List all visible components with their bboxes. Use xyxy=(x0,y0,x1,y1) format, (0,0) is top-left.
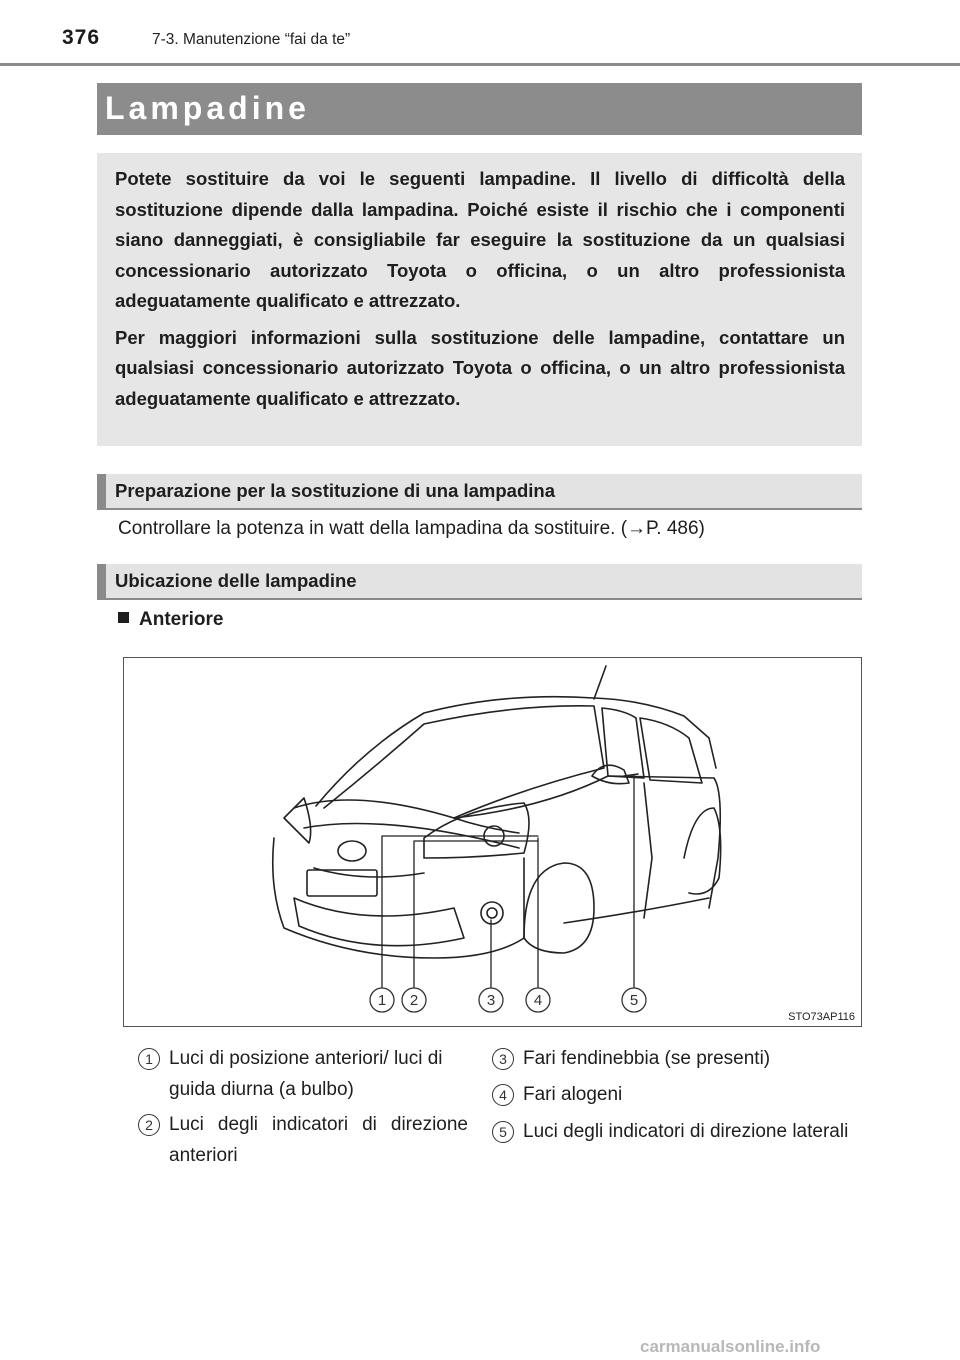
legend-text-1: Luci di posizione anteriori/ luci di guida diurna (a bulbo) xyxy=(169,1048,443,1100)
watermark: carmanualsonline.info xyxy=(640,1337,821,1356)
callout-label-5: 5 xyxy=(629,992,639,1009)
front-wheel xyxy=(524,863,594,953)
callout-line-1 xyxy=(382,836,538,988)
callout-label-3: 3 xyxy=(486,992,496,1009)
header-rule xyxy=(0,63,960,66)
legend-number-5: 5 xyxy=(492,1121,514,1143)
intro-paragraph-1: Potete sostituire da voi le seguenti lampadine. Il livello di difficoltà della sostituzione dipende dalla lampadina. Poiché esiste il rischio che i componenti siano danneggiati, è consigliabile far eseguire la sostituzione da un qualsiasi concessionario autorizzato Toyota o officina, o un altro professionista adeguatamente qualificato e attrezzato. xyxy=(115,168,845,311)
legend-number-3: 3 xyxy=(492,1048,514,1070)
emblem xyxy=(338,841,366,861)
side-window-front xyxy=(602,708,644,778)
legend-number-1: 1 xyxy=(138,1048,160,1070)
car-illustration xyxy=(124,658,860,1025)
legend-text-5: Luci degli indicatori di direzione laterali xyxy=(523,1121,849,1142)
legend-item-2 xyxy=(138,1109,468,1171)
subheading-preparation xyxy=(97,474,862,510)
callout-line-2 xyxy=(414,841,538,988)
legend-item-4 xyxy=(492,1079,852,1110)
legend-item-1 xyxy=(138,1043,468,1105)
legend-number-2: 2 xyxy=(138,1114,160,1136)
bullet-front-label: Anteriore xyxy=(139,609,224,630)
intro-box xyxy=(97,153,862,446)
subheading-location-label: Ubicazione delle lampadine xyxy=(115,570,357,591)
bullet-front xyxy=(118,609,223,631)
headlight-left xyxy=(284,798,311,843)
legend-item-3 xyxy=(492,1043,852,1074)
intro-paragraph-2: Per maggiori informazioni sulla sostituzione delle lampadine, contattare un qualsiasi concessionario autorizzato Toyota o officina, o un altro professionista adeguatamente qualificato e attrezzato. xyxy=(115,326,845,409)
grille-lower xyxy=(294,898,464,946)
subheading-preparation-label: Preparazione per la sostituzione di una lampadina xyxy=(115,480,555,501)
callout-label-4: 4 xyxy=(533,992,543,1009)
door-line xyxy=(644,783,652,918)
sill-line xyxy=(564,898,709,923)
callout-label-2: 2 xyxy=(409,992,419,1009)
side-window-rear xyxy=(640,718,702,783)
preparation-text: Controllare la potenza in watt della lampadina da sostituire. (→P. 486) xyxy=(118,518,705,539)
fog-light-inner xyxy=(487,908,497,918)
subheading-location xyxy=(97,564,862,600)
legend-text-3: Fari fendinebbia (se presenti) xyxy=(523,1048,771,1069)
fog-light xyxy=(481,902,503,924)
antenna-line xyxy=(594,666,606,699)
bullet-square-icon xyxy=(118,612,129,623)
title-bar xyxy=(97,83,862,135)
legend-text-4: Fari alogeni xyxy=(523,1084,623,1105)
legend-item-5 xyxy=(492,1116,852,1147)
figure-code: STO73AP116 xyxy=(788,1011,855,1023)
legend-text-2: Luci degli indicatori di direzione anteriori xyxy=(169,1114,468,1166)
rear-wheel xyxy=(684,808,721,894)
callout-label-1: 1 xyxy=(377,992,387,1009)
car-figure xyxy=(123,657,862,1027)
section-reference: 7-3. Manutenzione “fai da te” xyxy=(152,31,351,48)
page-number: 376 xyxy=(62,26,101,49)
roof-outline xyxy=(316,697,716,806)
page-title: Lampadine xyxy=(105,90,310,126)
legend-number-4: 4 xyxy=(492,1084,514,1106)
